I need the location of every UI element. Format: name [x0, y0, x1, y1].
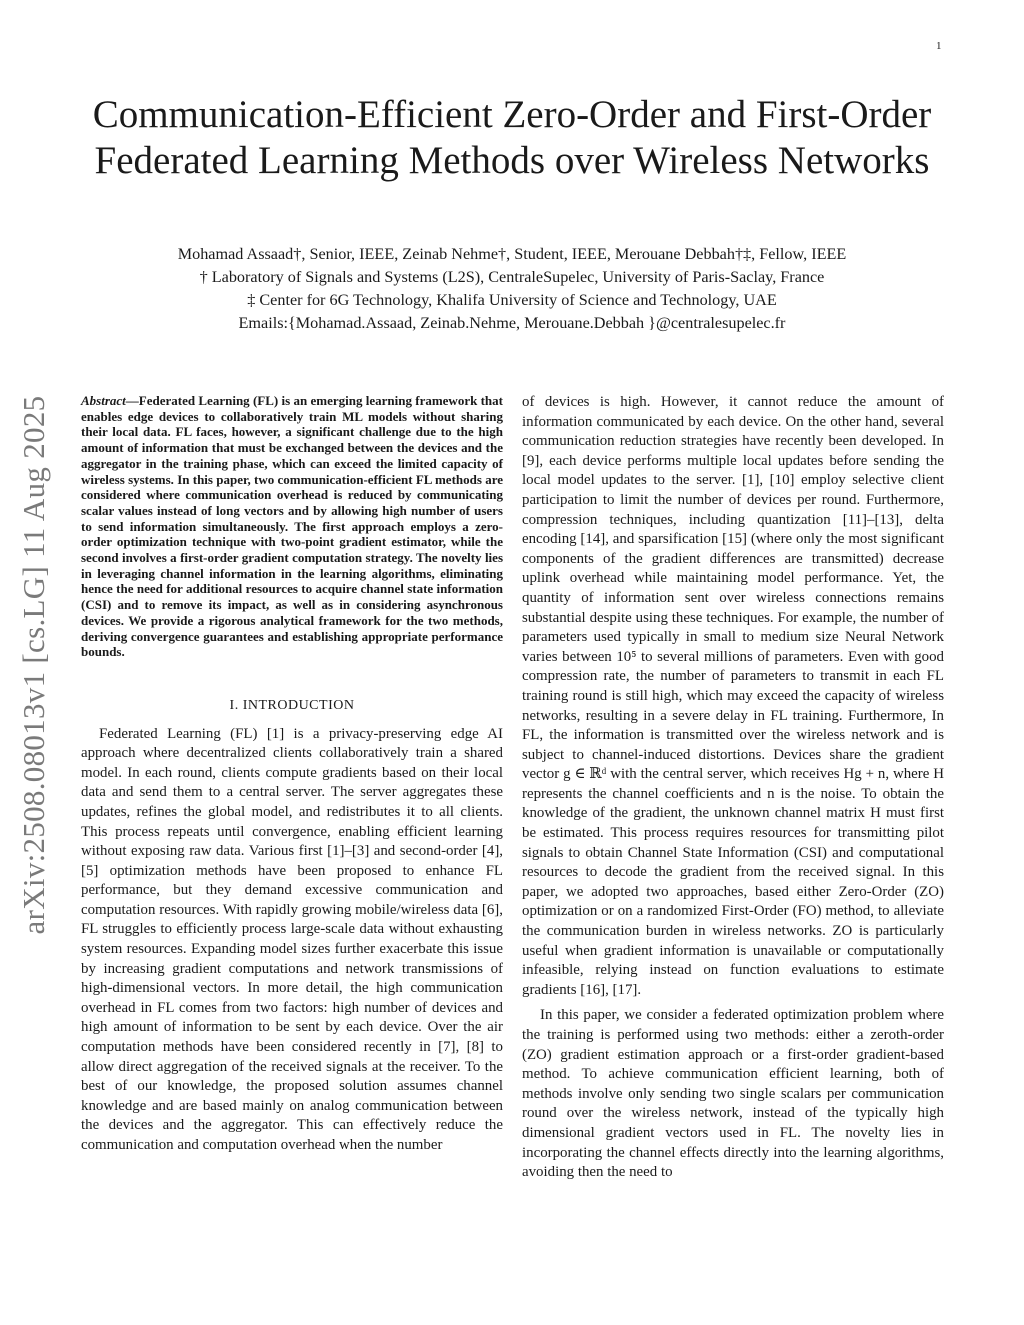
section-heading-introduction: I. INTRODUCTION [229, 697, 355, 713]
intro-paragraph-problem: In this paper, we consider a federated optimization problem where the training is performed using two methods: either a zeroth-order (ZO) gradient estimation approach or a first-order gradient-based method. To achieve communication efficient learning, both of methods involve only sending two single scalars per communication round over the wireless network, instead of the typically high dimensional gradient vectors used in FL. The novelty lies in incorporating the channel effects directly into the learning algorithms, avoiding then the need to [522, 1007, 944, 1181]
page-number: 1 [936, 40, 942, 52]
arxiv-identifier-margin [4, 370, 64, 960]
affiliation-l2s: † Laboratory of Signals and Systems (L2S), CentraleSupelec, University of Paris-Saclay, France [199, 268, 825, 286]
intro-paragraph: Federated Learning (FL) [1] is a privacy-preserving edge AI approach where decentralized clients collaboratively train a shared model. In each round, clients compute gradients based on their local data and send them to a central server. The server aggregates these updates, refines the global model, and redistributes it to all clients. This process repeats until convergence, enabling efficient learning without exposing raw data. Various first [1]–[3] and second-order [4], [5] optimization methods have been proposed to enhance FL performance, but they demand excessive communication and computation resources. With rapidly growing mobile/wireless data [6], FL struggles to efficiently process large-scale data without exhausting system resources. Expanding model sizes further exacerbate this issue by increasing gradient computations and network transmissions of high-dimensional vectors. In more detail, the high communication overhead in FL comes from two factors: high number of devices and high amount of information to be sent by each device. Over the air computation methods have been considered recently in [7], [8] to allow direct aggregation of the received signals at the receiver. To the best of our knowledge, the proposed solution assumes channel knowledge and are based mainly on analog communication between the devices and the aggregator. This can effectively reduce the communication and computation overhead when the number [81, 725, 503, 1154]
affiliation-khalifa: ‡ Center for 6G Technology, Khalifa University of Science and Technology, UAE [247, 291, 777, 309]
author-emails: Emails:{Mohamad.Assaad, Zeinab.Nehme, Merouane.Debbah }@centralesupelec.fr [238, 314, 786, 332]
right-column [522, 393, 944, 1183]
arxiv-identifier: arXiv:2508.08013v1 [cs.LG] 11 Aug 2025 [16, 395, 51, 935]
abstract [81, 393, 503, 660]
author-block [60, 243, 964, 335]
abstract-text: —Federated Learning (FL) is an emerging learning framework that enables edge devices to collaboratively train ML models without sharing their local data. FL faces, however, a significant challenge due to the high amount of information that must be exchanged between the devices and the aggregator in the training phase, which can exceed the limited capacity of wireless systems. In this paper, two communication-efficient FL methods are considered where communication overhead is reduced by communicating scalar values instead of long vectors and by allowing high number of users to send information simultaneously. The first approach employs a zero-order optimization technique with two-point gradient estimator, while the second involves a first-order gradient computation strategy. The novelty lies in leveraging channel information in the learning algorithms, eliminating hence the need for additional resources to acquire channel state information (CSI) and to remove its impact, as well as in considering asynchronous devices. We provide a rigorous analytical framework for the two methods, deriving convergence guarantees and establishing appropriate performance bounds. [81, 393, 503, 660]
abstract-label: Abstract [81, 393, 126, 408]
left-column [81, 393, 503, 1156]
intro-paragraph-continued: of devices is high. However, it cannot reduce the amount of information communicated by each device. On the other hand, several communication reduction strategies have recently been developed. In [9], each device performs multiple local updates before sending the local model updates to the server. [1], [10] employ selective client participation to limit the number of devices per round. Furthermore, compression techniques, including quantization [11]–[13], delta encoding [14], and sparsification [15] (where only the most significant components of the gradient differences are transmitted) decrease uplink overhead while maintaining model performance. Yet, the quantity of information sent over wireless connections remains substantial despite using these techniques. For example, the number of parameters used typically in small to medium size Neural Network varies between 10⁵ to several millions of parameters. Even with good compression rate, the number of parameters to transmit in each FL training round is still high, which may exceed the capacity of wireless networks, resulting in a severe delay in FL training. Furthermore, In FL, the information is transmitted over the wireless network and is subject to channel-induced distortions. Devices share the gradient vector g ∈ ℝᵈ with the central server, which receives Hg + n, where H represents the channel coefficients and n is the noise. To obtain the knowledge of the gradient, the unknown channel matrix H must first be estimated. This process requires resources for transmitting pilot signals to obtain Channel State Information (CSI) and computational resources to decode the gradient from the received signal. In this paper, we adopted two approaches, based either Zero-Order (ZO) optimization or on a randomized First-Order (FO) method, to alleviate the communication burden in wireless networks. ZO is particularly useful when gradient information is unavailable or computationally infeasible, relying instead on function evaluations to estimate gradients [16], [17]. [522, 394, 944, 998]
author-names: Mohamad Assaad†, Senior, IEEE, Zeinab Nehme†, Student, IEEE, Merouane Debbah†‡, Fellow, IEEE [177, 245, 847, 263]
paper-title: Communication-Efficient Zero-Order and First-Order Federated Learning Methods over Wireless Networks [92, 93, 932, 182]
